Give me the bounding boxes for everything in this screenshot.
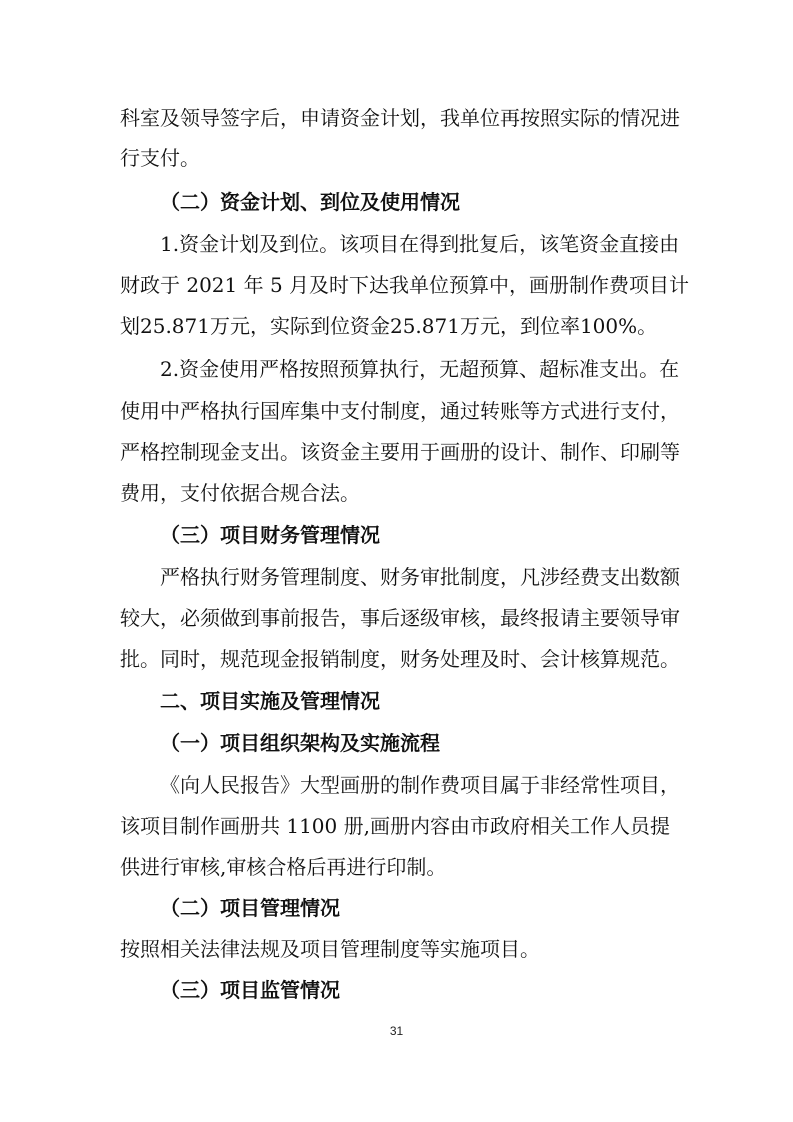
paragraph-line: 2.资金使用严格按照预算执行，无超预算、超标准支出。在	[160, 357, 680, 381]
paragraph-line: 划25.871万元，实际到位资金25.871万元，到位率100%。	[120, 314, 658, 338]
paragraph-line: 财政于 2021 年 5 月及时下达我单位预算中，画册制作费项目计	[120, 273, 690, 297]
section-heading: （三）项目财务管理情况	[160, 523, 380, 547]
paragraph-line: 较大，必须做到事前报告，事后逐级审核，最终报请主要领导审	[120, 606, 680, 630]
paragraph-line: 严格执行财务管理制度、财务审批制度，凡涉经费支出数额	[160, 565, 680, 589]
paragraph-line: 批。同时，规范现金报销制度，财务处理及时、会计核算规范。	[120, 647, 680, 671]
paragraph-line: 供进行审核,审核合格后再进行印制。	[120, 855, 447, 879]
section-heading: （三）项目监管情况	[160, 978, 340, 1002]
paragraph-line: 1.资金计划及到位。该项目在得到批复后，该笔资金直接由	[160, 232, 680, 256]
paragraph-line: 行支付。	[120, 146, 200, 170]
page-number: 31	[389, 1024, 404, 1038]
paragraph-line: 费用，支付依据合规合法。	[120, 481, 360, 505]
paragraph-line: 《向人民报告》大型画册的制作费项目属于非经常性项目，	[160, 773, 680, 797]
paragraph-line: 使用中严格执行国库集中支付制度，通过转账等方式进行支付，	[120, 399, 680, 423]
paragraph-line: 严格控制现金支出。该资金主要用于画册的设计、制作、印刷等	[120, 440, 680, 464]
paragraph-line: 该项目制作画册共 1100 册,画册内容由市政府相关工作人员提	[120, 814, 670, 838]
paragraph-line: 科室及领导签字后，申请资金计划，我单位再按照实际的情况进	[120, 106, 680, 130]
paragraph-line: 按照相关法律法规及项目管理制度等实施项目。	[120, 937, 540, 961]
section-heading: （二）资金计划、到位及使用情况	[160, 190, 460, 214]
chapter-heading: 二、项目实施及管理情况	[160, 689, 380, 713]
section-heading: （二）项目管理情况	[160, 896, 340, 920]
section-heading: （一）项目组织架构及实施流程	[160, 731, 440, 755]
